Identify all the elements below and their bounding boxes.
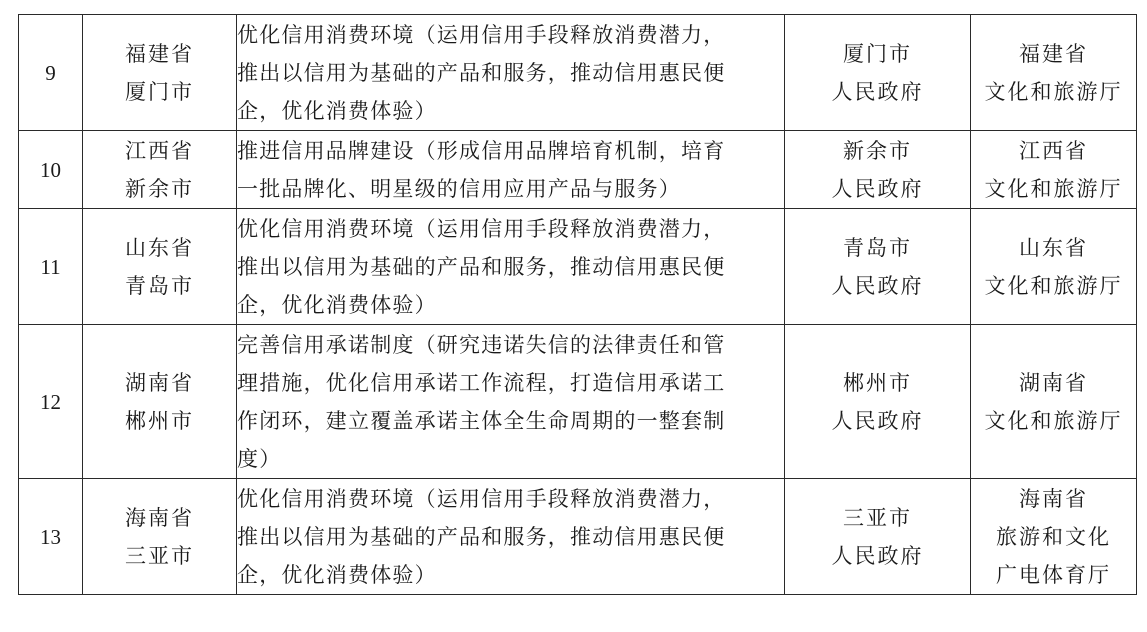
provincial-department xyxy=(971,131,1137,209)
row-number: 10 xyxy=(19,131,83,209)
pilot-content-line: 推出以信用为基础的产品和服务，推动信用惠民便 xyxy=(237,524,726,549)
provincial-department-line: 文化和旅游厅 xyxy=(984,79,1123,104)
provincial-department-line: 旅游和文化 xyxy=(996,524,1111,549)
row-number: 12 xyxy=(19,325,83,479)
row-number: 13 xyxy=(19,479,83,595)
provincial-department-line: 文化和旅游厅 xyxy=(984,273,1123,298)
table-row xyxy=(19,209,1137,325)
pilot-content xyxy=(237,15,785,131)
pilot-region-line: 福建省 xyxy=(125,41,194,66)
pilot-content-line: 完善信用承诺制度（研究违诺失信的法律责任和管 xyxy=(237,332,726,357)
responsible-unit-line: 人民政府 xyxy=(831,273,924,298)
pilot-region xyxy=(83,131,237,209)
provincial-department-line: 江西省 xyxy=(1019,138,1088,163)
pilot-content-line: 一批品牌化、明星级的信用应用产品与服务） xyxy=(237,176,681,201)
responsible-unit-line: 青岛市 xyxy=(843,235,912,260)
pilot-content-line: 企，优化消费体验） xyxy=(237,562,437,587)
provincial-department xyxy=(971,479,1137,595)
pilot-content-line: 度） xyxy=(237,446,282,471)
pilot-content-line: 理措施，优化信用承诺工作流程，打造信用承诺工 xyxy=(237,370,726,395)
provincial-department-line: 广电体育厅 xyxy=(996,562,1111,587)
pilot-region xyxy=(83,15,237,131)
pilot-cities-table xyxy=(18,14,1137,595)
pilot-region-line: 湖南省 xyxy=(125,370,194,395)
pilot-content-line: 企，优化消费体验） xyxy=(237,292,437,317)
pilot-region-line: 江西省 xyxy=(125,138,194,163)
pilot-content-line: 优化信用消费环境（运用信用手段释放消费潜力， xyxy=(237,216,726,241)
provincial-department-line: 山东省 xyxy=(1019,235,1088,260)
responsible-unit xyxy=(785,479,971,595)
pilot-content-line: 推出以信用为基础的产品和服务，推动信用惠民便 xyxy=(237,254,726,279)
table-row xyxy=(19,15,1137,131)
responsible-unit-line: 三亚市 xyxy=(843,505,912,530)
table-body xyxy=(19,15,1137,595)
provincial-department xyxy=(971,15,1137,131)
responsible-unit xyxy=(785,325,971,479)
responsible-unit-line: 新余市 xyxy=(843,138,912,163)
provincial-department xyxy=(971,325,1137,479)
provincial-department-line: 文化和旅游厅 xyxy=(984,408,1123,433)
pilot-region xyxy=(83,209,237,325)
pilot-content xyxy=(237,325,785,479)
pilot-content-line: 优化信用消费环境（运用信用手段释放消费潜力， xyxy=(237,486,726,511)
pilot-region-line: 山东省 xyxy=(125,235,194,260)
table-row xyxy=(19,479,1137,595)
responsible-unit-line: 厦门市 xyxy=(843,41,912,66)
pilot-region-line: 青岛市 xyxy=(125,273,194,298)
pilot-region-line: 新余市 xyxy=(125,176,194,201)
pilot-content-line: 企，优化消费体验） xyxy=(237,98,437,123)
pilot-region-line: 郴州市 xyxy=(125,408,194,433)
provincial-department-line: 湖南省 xyxy=(1019,370,1088,395)
responsible-unit-line: 人民政府 xyxy=(831,176,924,201)
pilot-content-line: 作闭环，建立覆盖承诺主体全生命周期的一整套制 xyxy=(237,408,726,433)
pilot-region xyxy=(83,325,237,479)
responsible-unit xyxy=(785,209,971,325)
pilot-region xyxy=(83,479,237,595)
responsible-unit-line: 人民政府 xyxy=(831,408,924,433)
pilot-region-line: 海南省 xyxy=(125,505,194,530)
row-number: 11 xyxy=(19,209,83,325)
row-number: 9 xyxy=(19,15,83,131)
provincial-department-line: 福建省 xyxy=(1019,41,1088,66)
pilot-content xyxy=(237,209,785,325)
pilot-region-line: 厦门市 xyxy=(125,79,194,104)
responsible-unit xyxy=(785,15,971,131)
pilot-content xyxy=(237,131,785,209)
responsible-unit-line: 人民政府 xyxy=(831,79,924,104)
table-row xyxy=(19,131,1137,209)
responsible-unit xyxy=(785,131,971,209)
pilot-region-line: 三亚市 xyxy=(125,543,194,568)
pilot-content-line: 优化信用消费环境（运用信用手段释放消费潜力， xyxy=(237,22,726,47)
provincial-department-line: 海南省 xyxy=(1019,486,1088,511)
table-row xyxy=(19,325,1137,479)
responsible-unit-line: 郴州市 xyxy=(843,370,912,395)
pilot-content-line: 推出以信用为基础的产品和服务，推动信用惠民便 xyxy=(237,60,726,85)
provincial-department-line: 文化和旅游厅 xyxy=(984,176,1123,201)
pilot-content-line: 推进信用品牌建设（形成信用品牌培育机制，培育 xyxy=(237,138,726,163)
pilot-content xyxy=(237,479,785,595)
provincial-department xyxy=(971,209,1137,325)
responsible-unit-line: 人民政府 xyxy=(831,543,924,568)
